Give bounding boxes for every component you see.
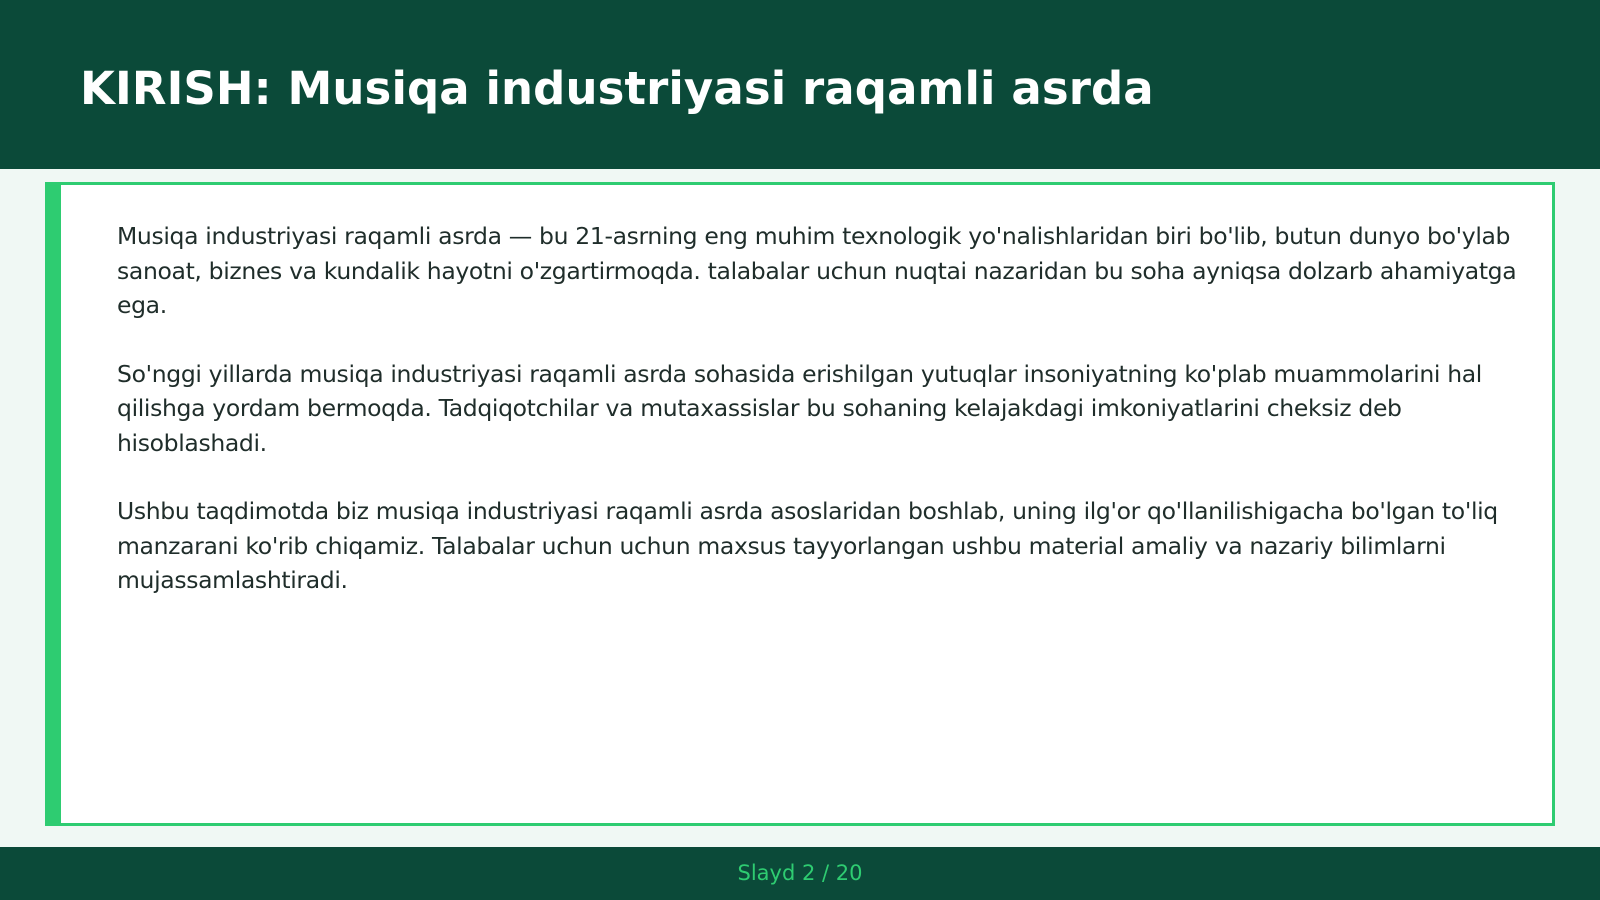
slide-number: Slayd 2 / 20 — [737, 861, 863, 885]
slide-header — [0, 0, 1600, 169]
overview-paragraph: Ushbu taqdimotda biz musiqa industriyasi raqamli asrda asoslaridan boshlab, uning ilg'or qo'llanilishigacha bo'lgan to'liq manzarani ko'rib chiqamiz. Talabalar uchun uchun maxsus tayyorlangan ushbu material amaliy va nazariy bilimlarni mujassamlashtiradi. — [117, 497, 1498, 594]
body-text — [117, 219, 1537, 632]
slide-footer — [0, 847, 1600, 900]
intro-paragraph: Musiqa industriyasi raqamli asrda — bu 21-asrning eng muhim texnologik yo'nalishlaridan biri bo'lib, butun dunyo bo'ylab sanoat, biznes va kundalik hayotni o'zgartirmoqda. talabalar uchun nuqtai nazaridan bu soha ayniqsa dolzarb ahamiyatga ega. — [117, 222, 1517, 319]
achievements-paragraph: So'nggi yillarda musiqa industriyasi raqamli asrda sohasida erishilgan yutuqlar insoniyatning ko'plab muammolarini hal qilishga yordam bermoqda. Tadqiqotchilar va mutaxassislar bu sohaning kelajakdagi imkoniyatlarini cheksiz deb hisoblashadi. — [117, 359, 1482, 457]
slide-title: KIRISH: Musiqa industriyasi raqamli asrda — [80, 62, 1154, 115]
content-panel — [45, 182, 1555, 826]
